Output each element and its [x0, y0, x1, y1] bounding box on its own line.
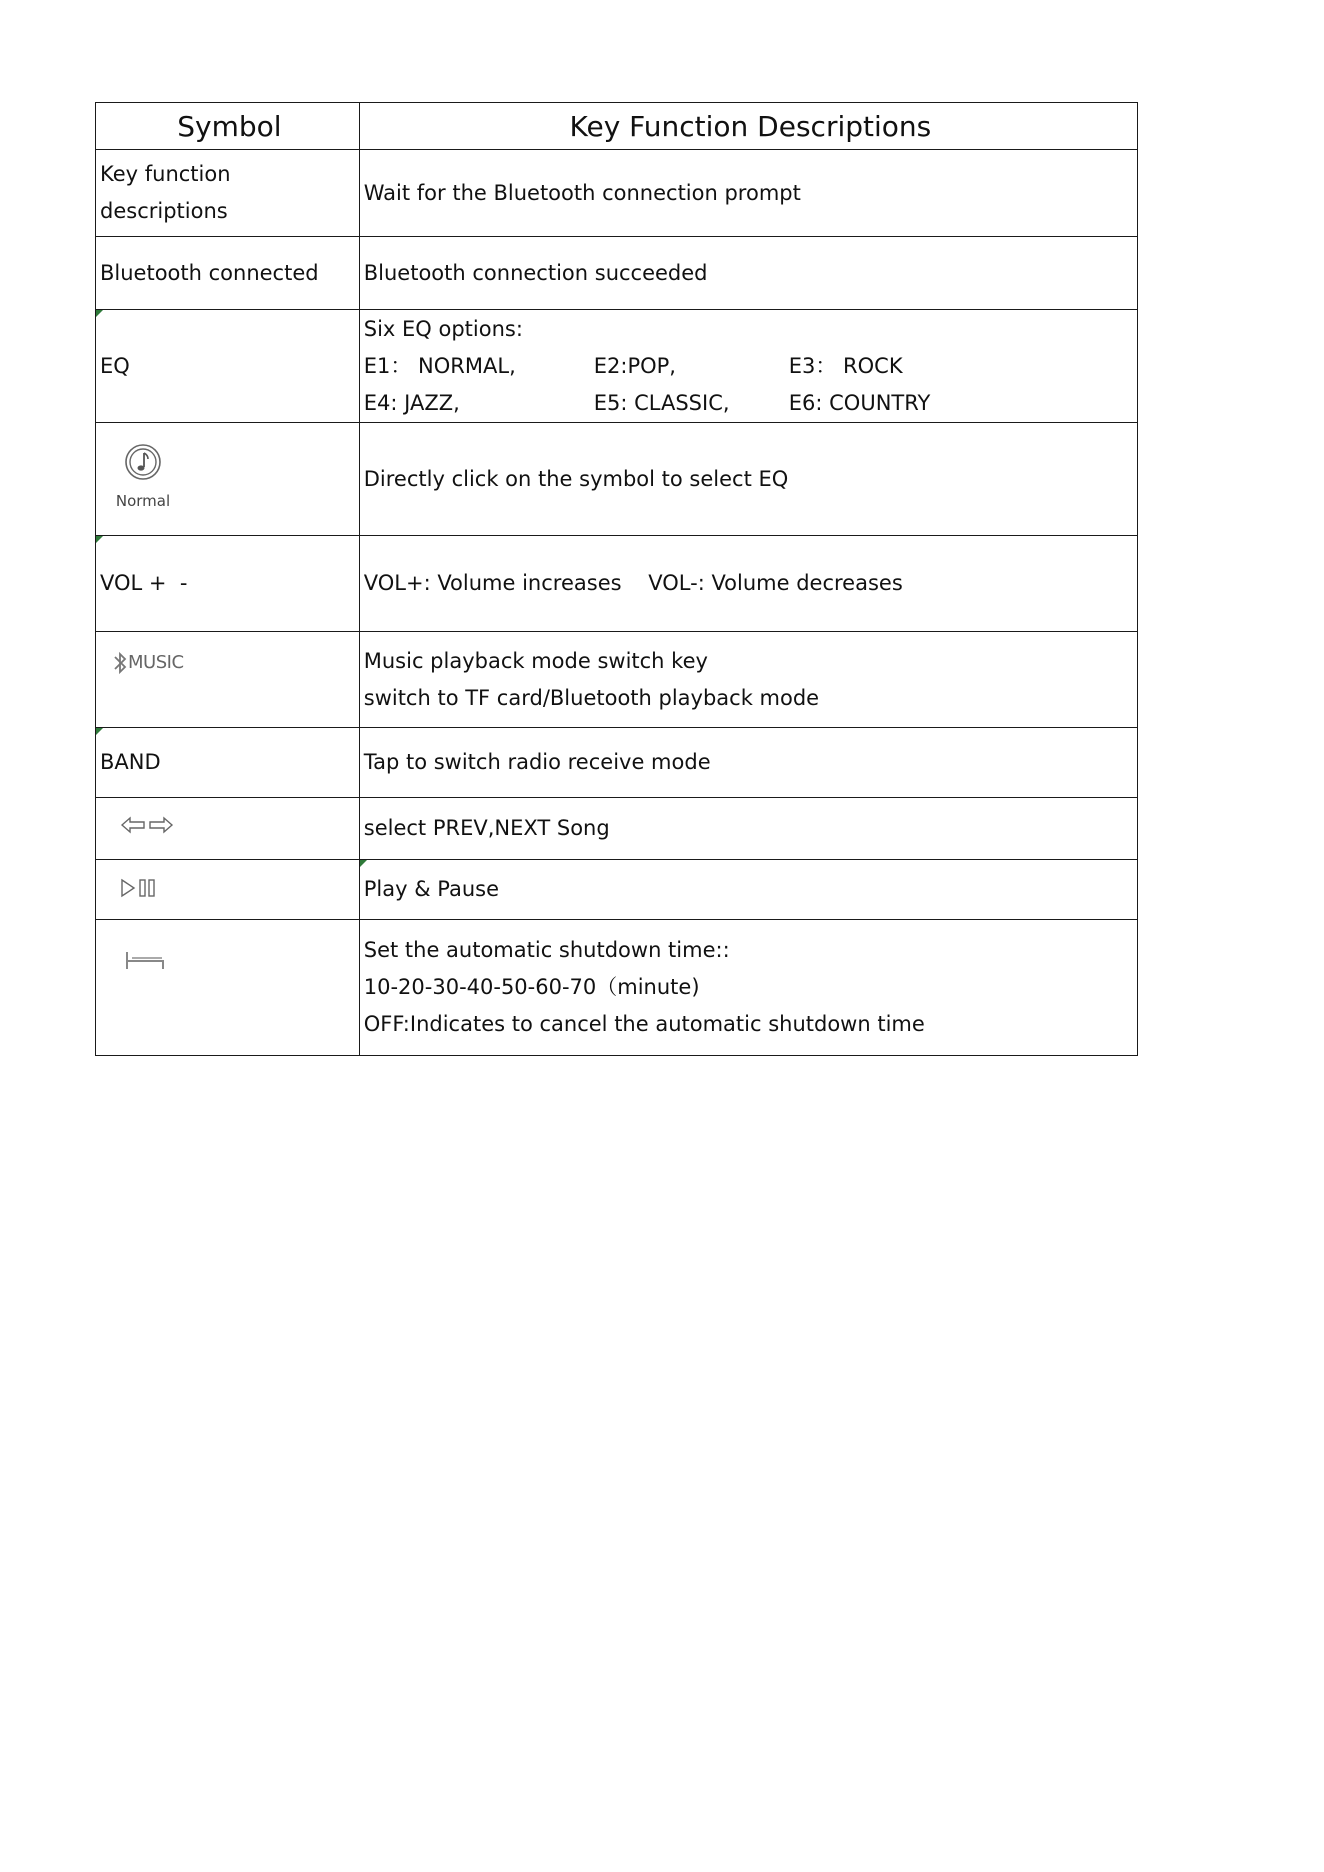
- corner-mark: [360, 860, 367, 867]
- corner-mark: [96, 536, 103, 543]
- description-cell: Bluetooth connection succeeded: [359, 237, 1137, 310]
- symbol-cell: [96, 920, 360, 1056]
- symbol-cell: [96, 860, 360, 920]
- eq-option: E5: CLASSIC,: [593, 390, 730, 415]
- description-cell: Tap to switch radio receive mode: [359, 728, 1137, 798]
- eq-options-title: Six EQ options:: [363, 316, 523, 341]
- table-row: [96, 798, 1138, 860]
- description-cell: Directly click on the symbol to select EQ: [359, 423, 1137, 536]
- eq-option: E1： NORMAL,: [363, 353, 516, 378]
- table-row: [96, 310, 1138, 423]
- description-line: OFF:Indicates to cancel the automatic shutdown time: [363, 1012, 925, 1036]
- prev-next-arrows-icon: [120, 810, 174, 847]
- symbol-cell: [96, 310, 360, 423]
- table-row: [96, 150, 1138, 237]
- table-header-row: [96, 103, 1138, 150]
- description-line: 10-20-30-40-50-60-70（minute): [363, 975, 700, 999]
- key-function-table: [95, 102, 1138, 1056]
- description-cell: [359, 860, 1137, 920]
- sleep-bed-icon: [124, 946, 166, 983]
- play-pause-icon: [120, 874, 160, 911]
- header-description: Key Function Descriptions: [359, 103, 1137, 150]
- description-cell: [359, 310, 1137, 423]
- description-cell: [359, 920, 1137, 1056]
- eq-option: E2:POP,: [593, 353, 676, 378]
- description-cell: select PREV,NEXT Song: [359, 798, 1137, 860]
- table-row: [96, 728, 1138, 798]
- description-text: Play & Pause: [363, 877, 500, 901]
- symbol-text: VOL + -: [100, 571, 188, 595]
- eq-option: E6: COUNTRY: [788, 390, 931, 415]
- eq-options-line: [364, 348, 1137, 385]
- symbol-cell: [96, 150, 360, 237]
- corner-mark: [96, 728, 103, 735]
- eq-options-line: [364, 385, 1137, 422]
- corner-mark: [96, 310, 103, 317]
- symbol-cell: [96, 728, 360, 798]
- bluetooth-music-symbol: [112, 644, 184, 681]
- music-label: MUSIC: [128, 652, 184, 673]
- table-row: [96, 423, 1138, 536]
- symbol-cell: Bluetooth connected: [96, 237, 360, 310]
- symbol-text-line: descriptions: [100, 199, 228, 223]
- bluetooth-icon: [112, 650, 128, 676]
- description-cell: VOL+: Volume increases VOL-: Volume decreases: [359, 536, 1137, 632]
- symbol-text: BAND: [100, 750, 161, 774]
- description-line: Music playback mode switch key: [363, 648, 708, 673]
- table-row: [96, 860, 1138, 920]
- table-row: [96, 536, 1138, 632]
- symbol-text-line: Key function: [100, 162, 231, 186]
- table-row: [96, 632, 1138, 728]
- symbol-text: EQ: [100, 353, 130, 378]
- symbol-cell: [96, 632, 360, 728]
- eq-option: E3： ROCK: [788, 353, 903, 378]
- music-note-circle-icon: [108, 443, 178, 518]
- eq-option: E4: JAZZ,: [363, 390, 460, 415]
- normal-label: Normal: [115, 492, 171, 510]
- symbol-cell: [96, 423, 360, 536]
- description-cell: Wait for the Bluetooth connection prompt: [359, 150, 1137, 237]
- description-line: Set the automatic shutdown time::: [363, 938, 730, 962]
- symbol-cell: [96, 536, 360, 632]
- description-line: switch to TF card/Bluetooth playback mode: [363, 685, 820, 710]
- description-cell: [359, 632, 1137, 728]
- header-symbol: Symbol: [96, 103, 360, 150]
- symbol-cell: [96, 798, 360, 860]
- table-row: [96, 920, 1138, 1056]
- table-row: [96, 237, 1138, 310]
